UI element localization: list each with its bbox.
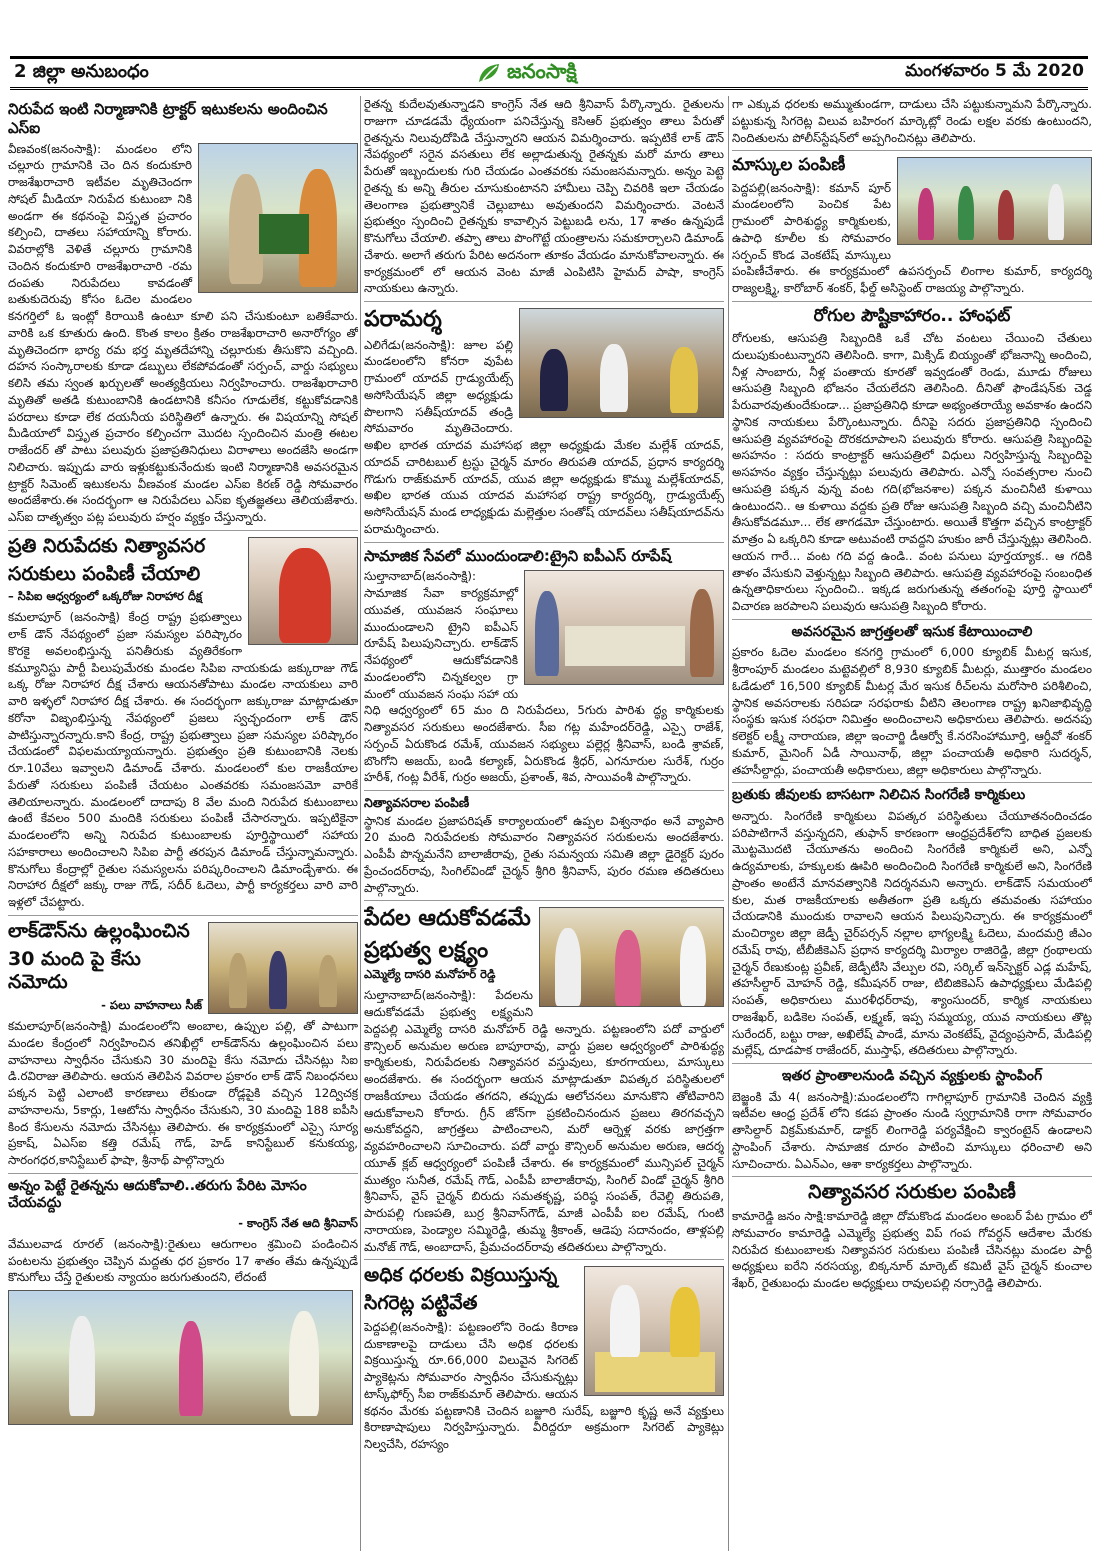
article-body: ఎలిగేడు(జనంసాక్షి): జూల పల్లి మండలంలోని కోనరా వుపేట గ్రామంలో యాదవ్ గ్రాడ్యుయేట్స్ అసోసియేషన్ జిల్లా అధ్యక్షుడు పొలగాని సతీష్‌యాదవ్ తండ్రి సోమవారం మృతిచెందారు. అఖిల భారత యాదవ మహాసభ జిల్లా అధ్యక్షుడు మేకల మల్లేశ్ యాదవ్, యాదవ్ చారిటబుల్ ట్రస్టు చైర్మన్ మారం తిరుపతి యాదవ్, ప్రధాన కార్యదర్శి గొడుగు రాజ్‌కుమార్ యాదవ్, యువ జిల్లా అధ్యక్షుడు కొమ్ము మల్లేశ్‌యాదవ్, అఖిల భారత యువ యాదవ మహాసభ రాష్ట్ర కార్యదర్శి, గ్రాడ్యుయేట్స్ అసోసియేషన్ మండ లాధ్యక్షుడు మల్లెత్తుల సంతోష్ యాదవ్‌లు సతీష్‌యాదవ్‌ను పరామర్శించారు. xyxy=(364,337,724,536)
article-headline: పేదల ఆదుకోవడమే xyxy=(364,906,531,932)
article-body: కమలాపూర్(జనంసాక్షి) మండలంలోని అంబాల, ఉప్పుల పల్లి, తో పాటుగా మండల కేంద్రంలో నిర్వహించిన తనిఖీల్లో లాక్‌డౌన్‌ను ఉల్లంఘించిన పలు వాహనాలు స్వాధీనం చేసుకుని 30 మందిపై కేసు నమోదు చేసినట్లు సిఐ డి.రవిరాజు తెలిపారు. ఆయన తెలిపిన వివరాల ప్రకారం లాక్ డౌన్ నిబంధనలు పక్కన పెట్టి ఎలాంటి కారణాలు లేకుండా రోడ్లపైకి వచ్చిన 12ద్విచక్ర వాహనాలను, 5కార్లు, 1ఆటోను స్వాధీనం చేసుకుని, 30 మందిపై 188 ఐపీసి కింద కేసులను నమోదు చేసినట్లు తెలిపారు. ఈ కార్యక్రమంలో ఎస్సై సూర్య ప్రకాష్, ఏఎస్ఐ కత్తి రమేష్ గౌడ్, హెడ్ కానిస్టేబుల్ కనుకయ్య, సారంగధర,కానిస్టేబుల్ ఫాషా, శ్రీనాథ్ పాల్గొన్నారు xyxy=(8,1019,358,1167)
article-headline: బ్రతుకు జీవులకు బాసటగా నిలిచిన సింగరేణి కార్మికులు xyxy=(732,787,1026,804)
article-body: వీణవంక(జనంసాక్షి): మండలం లోని చల్లూరు గ్రామానికి చెం దిన కందుకూరి రాజశేఖరాచారి ఇటీవల మృతిచెందగా సోషల్ మీడియా నిరుపేద కుటుంబా నికి అండగా ఈ కథనంపై విస్తృత ప్రచారం కల్పించి, దాతలు సహాయాన్ని కోరారు. వివరాల్లోకి వెళితే చల్లూరు గ్రామానికి చెందిన కందుకూరి రాజశేఖరాచారి -రమ దంపతు నిరుపేదలు కావడంతో బతుకుదెరువు కోసం ఓదెల మండలం కనగర్తిలో ఓ ఇంట్లో కిరాయికి ఉంటూ కూలి పని చేసుకుంటూ బతికేవారు. వారికి ఒక కూతురు ఉంది. కొంత కాలం క్రితం రాజశేఖరాచారి అనారోగ్యం తో మృతిచెందగా భార్య రమ భర్త మృతదేహాన్ని చల్లూరుకు తీసుకొని వచ్చింది. దహన సంస్కారాలకు కూడా డబ్బులు లేకపోవడంతో సర్పంచ్, వార్డు సభ్యులు కలిసి తమ స్వంత ఖర్చులతో అంత్యక్రియలు నిర్వహించారు. రాజశేఖరాచారి మృతితో అతడి కుటుంబానికి ఉండటానికి కనీసం గూడులేక, కట్టుకోవడానికి పరదాలు కూడా లేక దయనీయ పరిస్థితిలో ఉన్నారు. ఈ విషయాన్ని సోషల్ మీడియాలో విస్తృత ప్రచారం కల్పించగా మొదట స్పందించిన మంత్రి ఈటల రాజేందర్ తో పాటు పలువురు ప్రజాప్రతినిధులు విరాళాలు అందజేసి అండగా నిలిచారు. ఇప్పుడు వారు ఇళ్లుకట్టుకునేందుకు ఇంటి నిర్మాణానికి అవసరమైన ట్రాక్టర్ సిమెంట్ ఇటుకలను వీణవంక మండల ఎస్ఐ కిరణ్ రెడ్డి సోమవారం అందజేశారు.ఈ సందర్భంగా ఆ నిరుపేదలు ఎస్ఐ కృతజ్ఞతలు తెలియజేశారు. ఎస్ఐ దాతృత్వం పట్ల పలువురు హర్షం వ్యక్తం చేస్తున్నారు. xyxy=(8,141,358,524)
article-body: స్థానిక మండల ప్రజాపరిషత్ కార్యాలయంలో ఉప్పల విశ్వనాథం అనే వ్యాపారి 20 మంది నిరుపేదలకు సోమవారం నిత్యావసర సరుకులను అందజేశారు. ఎంపీపీ పొన్నమనేని బాలాజీరావు, రైతు సమన్వయ సమితి జిల్లా డైరెక్టర్ పురం ప్రేంచందర్‌రావు, సింగిల్‌విండో చైర్మన్ శ్రీగిరి శ్రీనివాస్, పురం రమణ తదితరులు పాల్గొన్నారు. xyxy=(364,813,724,895)
article-body: పెద్దపల్లి(జనంసాక్షి): పట్టణంలోని రెండు కిరాణ దుకాణాలపై దాడులు చేసి అధిక ధరలకు విక్రయిస్తున్న రూ.66,000 విలువైన సిగరెట్ ప్యాకెట్లను సోమవారం స్వాధీనం చేసుకున్నట్లు టాస్క్‌ఫోర్స్ సీఐ రాజ్‌కుమార్ తెలిపారు. ఆయన కథనం మేరకు పట్టణానికి చెందిన బజ్జూరి సురేష్, బజ్జూరి కృష్ణ అనే వ్యక్తులు కిరాణాషాపులు నిర్వహిస్తున్నారు. వీరిద్దరూ అక్రమంగా సిగరెట్ ప్యాకెట్లు నిల్వచేసి, రహస్యం xyxy=(364,1319,724,1452)
article-headline: నిత్యావసర సరుకుల పంపిణీ xyxy=(808,1181,1016,1204)
logo xyxy=(477,59,577,88)
article-body: పెద్దపల్లి(జనంసాక్షి): కమాన్ పూర్ మండలంలోని పెంచిక పేట గ్రామంలో పారిశుద్ధ్య కార్మికులకు, ఉపాధి కూలీల కు సోమవారం సర్పంచ్ కొండ వెంకటేష్ మాస్కులు పంపిణీచేశారు. ఈ కార్యక్రమంలో ఉపసర్పంచ్ లింగాల కుమార్, కార్యదర్శి రాజ్యలక్ష్మి, కారోబార్ శంకర్, ఫీల్డ్ అసిస్టెంట్ రాజయ్య పాల్గొన్నారు. xyxy=(732,180,1092,295)
photo-cpi-leader xyxy=(248,537,358,645)
logo-text: జనంసాక్షి xyxy=(507,58,577,83)
issue-date: మంగళవారం 5 మే 2020 xyxy=(905,61,1084,81)
article-headline: ప్రతి నిరుపేదకు నిత్యావసర xyxy=(8,534,206,557)
article-body: ప్రకారం ఓదెల మండలం కనగర్తి గ్రామంలో 6,000 క్యూబిక్ మీటర్ల ఇసుక, శ్రీరాంపూర్ మండలం మట్టెవల్లిలో 8,930 క్యూబిక్ మీటర్లు, ముత్తారం మండలం ఓడేడులో 16,500 క్యూబిక్ మీటర్ల మేర ఇసుక రీచ్‌లను మరోసారి పరిశీలించి, స్థానిక అవసరాలకు సరిపడా సరఫరాకు వీటిని తెలంగాణ రాష్ట్ర ఖనిజాభివృద్ధి సంస్థకు ఇసుక సరఫరా నిమిత్తం అందించాలని అధికారులు తెలిపారు. అదనపు కలెక్టర్ లక్ష్మీ నారాయణ, జిల్లా ఇంచార్జి డీఆర్వో కే.నరసింహామూర్తి, ఆర్డీవో శంకర్ కుమార్, మైనింగ్ ఏడీ సాయినాథ్, జిల్లా పంచాయతీ అధికారి సుదర్శన్, తహసీల్దార్లు, పంచాయతీ అధికారులు, జిల్లా అధికారులు పాల్గొన్నారు. xyxy=(732,645,1092,777)
article-headline: నిరుపేద ఇంటి నిర్మాణానికి ట్రాక్టర్ ఇటుకలను అందించిన ఎస్ఐ xyxy=(8,100,328,137)
photo-condolence-visit xyxy=(519,308,724,418)
article-body: సుల్తానాబాద్(జనంసాక్షి): సామాజిక సేవా కార్యక్రమాల్లో యువత, యువజన సంఘాలు ముందుండాలని ట్రైని ఐపీఎస్ రూపేష్ పిలుపునిచ్చారు. లాక్‌డౌన్ నేపథ్యంలో ఆదుకోవడానికి మండలంలోని చిన్నకల్వల గ్రా మంలో యువజన సంఘ సహా య నిధి ఆధ్వర్యంలో 65 మం ది నిరుపేదలు, 5గురు పారిశు ద్ధ్య కార్మికులకు నిత్యావసర సరుకులు అందజేశారు. సీఐ గట్ల మహేందర్‌రెడ్డి, ఎస్సై రాజేశ్, సర్పంచ్ ఏరుకొండ రమేశ్, యువజన సభ్యులు పల్లెర్ల శ్రీనివాస్, బండి శ్రావణ్, బొంగోని అజయ్, బండి కల్యాణ్, ఏరుకొండ శ్రీధర్, ఎగనూరుల సురేశ్, గుర్రం హరీశ్, గంట్ల వీరేశ్, గుర్రం అజయ్, ప్రశాంత్, శివ, సాయివంశీ పాల్గొన్నారు. xyxy=(364,569,724,785)
column-3 xyxy=(732,96,1092,1551)
article-headline: అన్నం పెట్టే రైతన్నను ఆదుకోవాలి..తరుగు పేరిట మోసం చేయవద్దు xyxy=(8,1177,307,1212)
masthead xyxy=(10,56,1088,90)
photo-police-checkpoint xyxy=(208,922,358,1014)
article-body: రోగులకు, ఆసుపత్రి సిబ్బందికి ఒకే చోట వంటలు చేయించి చేతులు దులుపుకుంటున్నారని తెలిసింది. కాగా, మిక్సిడ్ బియ్యంతో భోజనాన్ని అందించి, నీళ్ల సాంబారు, నీళ్ల పంతాయ కూరతో ఇవ్వడంతో రెండు, మూడు రోజులు ఆసుపత్రి సిబ్బంది భోజనం చేయలేదని తెలిసింది. దీనితో ఫౌండేషన్‌కు చెడ్డ పేరువారవుతుందేకుండా... ప్రజాప్రతినిధి కూడా అభ్యంతరాయ్యే అవకాశం ఉందని స్థానిక నాయకులు పేర్కొంటున్నారు. దీనిపై సదరు ప్రజాప్రతినిధి స్పందించి ఆసుపత్రి వ్యవహారంపై దొరకదూపాలని పలువురు కోరారు. ఆసుపత్రి సిబ్బందిపై అసహనం : సదరు కాంట్రాక్టర్ ఆసుపత్రిలో విధులు నిర్వహిస్తున్న సిబ్బందిపై అసహనం వ్యక్తం చేస్తున్నట్లు పలువురు తెలిపారు. ఎన్నో సంవత్సరాల నుంచి ఆసుపత్రి పక్కన వున్న వంట గది(భోజనశాల) పక్కన మంచినీటి కుళాయి ఉంటుందని.. ఆ కుళాయి వద్దకు ప్రతి రోజు ఆసుపత్రి సిబ్బంది వచ్చి మంచినీటిని తీసుకోవడమూ... లేక తాగడమో చేస్తుంటారు. అయితే కొత్తగా వచ్చిన కాంట్రాక్టర్ మాత్రం ఏ ఒక్కరిని కూడా అటువంటి రావద్దని హుకుం జారీ చేస్తున్నట్లు తెలిసింది. ఆయన గారే... వంట గది వద్ద ఉండి.. వంట పనులు పూర్తయ్యాక.. ఆ గదికి తాళం వేసుకుని వెళ్తున్నట్లు సిబ్బంది తెలిపారు. ఆసుపత్రి వ్యవహారంపై సంబంధిత ఉన్నతాధికారులు స్పందించి.. ఇక్కడ జరుగుతున్న తతంగంపై పూర్తి స్థాయిలో విచారణ జరపాలని పలువురు ఆసుపత్రి సిబ్బంది కోరారు. xyxy=(732,331,1092,613)
photo-farmers-grain xyxy=(8,1290,353,1425)
article-byline: – సిపిఐ ఆధ్వర్యంలో ఒక్కరోజు నిరాహార దీక్ష xyxy=(8,589,203,604)
article-byline: - పలు వాహనాలు సీజ్ xyxy=(101,998,202,1012)
article-headline: ఇతర ప్రాంతాలనుండి వచ్చిన వ్యక్తులకు స్టాంపింగ్ xyxy=(781,1068,1043,1084)
photo-police-tractor xyxy=(198,143,358,293)
article-body: అన్నారు. సింగరేణి కార్మికులు విపత్కర పరిస్థితులు చేయూతనందించడం పరిపాటిగానే వస్తున్నదని, తుఫాన్ కారణంగా ఆంధ్రప్రదేశ్‌లోని బాధిత ప్రజలకు మొట్టమొదటి చేయూతను అందించి సింగరేణి కార్మికులే అని, ఎన్నో ఉద్యమాలకు, హక్కులకు ఊపిరి అందించింది సింగరేణి కార్మికులే అని, సింగరేణి ప్రాంతం అంటేనే మానవత్వానికి నిదర్శనమని అన్నారు. లాక్‌డౌన్ సమయంలో కుల, మత రాజకీయాలకు అతీతంగా ప్రతి ఒక్కరు తమవంతు సహాయం చేయడానికి ముందుకు రావాలని ఆయన పిలుపునిచ్చారు. ఈ కార్యక్రమంలో మంచిర్యాల జిల్లా జెడ్పీ చైర్‌పర్సన్ నల్లాల భాగ్యలక్ష్మి ఓదెలు, మందమర్రి జీఎం రమేష్ రావు, టీబీజీకెఎస్ ప్రధాన కార్యదర్శి మిర్యాల రాజిరెడ్డి, జిల్లా గ్రంథాలయ చైర్మన్ రేణుకుంట్ల ప్రవీణ్, జెడ్పీటీసి వేల్పుల రవి, సర్కిల్ ఇన్‌స్పెక్టర్ ఎడ్ల మహేష్, తహసీల్దార్ మోహన్ రెడ్డి, కమీషనర్ రాజు, టిబిజికెఎస్ ఉపాధ్యక్షులు మేడిపల్లి సంపత్, అధికారులు మురళీధర్‌రావు, శ్యాంసుందర్, కార్మిక నాయకులు రాజశేఖర్, బడికెల సంపత్, లక్ష్మణ్, ఇప్ప సమ్మయ్య, యువ నాయకులు తొట్ల సురేందర్, బట్టు రాజు, అఖిలేష్ పాండే, మాను వెంకటేష్, వైద్యంప్రసాద్, మేడిపల్లి మల్లేష్, దూడపాక రాజేందర్, ముస్తాఫ్, తదితరులు పాల్గొన్నారు. xyxy=(732,808,1092,1058)
photo-ips-distribution xyxy=(524,570,724,685)
article-headline: రోగుల పౌష్టికాహారం.. హాంఫట్ xyxy=(813,305,1011,326)
column-rule xyxy=(360,96,361,1551)
article-headline: సామాజిక సేవలో ముందుండాలి:ట్రైని ఐపీఎస్ రూపేష్ xyxy=(364,546,672,565)
article-byline: - కాంగ్రెస్ నేత ఆది శ్రీనివాస్ xyxy=(238,1215,358,1230)
article-headline: సరుకులు పంపిణీ చేయాలి xyxy=(8,562,201,585)
photo-mask-distribution xyxy=(897,157,1092,245)
article-body: రైతన్న కుదేలవుతున్నాడని కాంగ్రెస్ నేత ఆది శ్రీనివాస్ పేర్కొన్నారు. రైతులను రాజుగా చూడడమే ధ్యేయంగా పనిచేస్తున్న కెసిఆర్ ప్రభుత్వం తాలు పేరుతో రైతన్నను నిలువుదోపిడి చేస్తున్నారని ఆయన విమర్శించారు. ఇప్పటికే లాక్ డౌన్ నేపథ్యంలో సరైన వసతులు లేక అల్లాడుతున్న రైతన్నకు మరో మారు తాలు పేరుతో ఇబ్బందులకు గురి చేయడం ఎంతవరకు సమంజసమన్నారు. అన్నం పెట్టె రైతన్న కు అన్ని తీరుల చూసుకుంటానని హామీలు చెప్పి చివరికి ఇలా చేయడం తెలంగాణ ప్రభుత్వానికే చెల్లుబాటు అవుతుందని విమర్శించారు. వెంటనే ప్రభుత్వం స్పందించి రైతన్నకు కావాల్సిన పెట్టుబడి లను, 17 శాతం ఉన్నపుడే కొనుగోలు చేయాలి. తప్పా తాలు పొంగొట్టే యంత్రాలను సమకూర్చాలని డిమాండ్ చేశారు. అలాగే తరుగు పేరిట అదనంగా తూకం వేయడం మానుకోవాలన్నారు. ఈ కార్యక్రమంలో లో ఆయన వెంట మాజీ ఎంపిటిసి హైమద్ పాషా, కాంగ్రెస్ నాయకులు ఉన్నారు. xyxy=(364,97,724,296)
article-headline: మాస్కుల పంపిణీ xyxy=(732,155,846,176)
page-label: 2 జిల్లా అనుబంధం xyxy=(14,60,149,82)
article-headline: అధిక ధరలకు విక్రయిస్తున్న xyxy=(364,1264,558,1287)
article-body: వేములవాడ రూరల్ (జనంసాక్షి):రైతులు ఆరుగాలం శ్రమించి పండించిన పంటలను ప్రభుత్వం చెప్పిన మద్దతు ధర ప్రకారం 17 శాతం తేమ ఉన్నప్పుడే కొనుగోలు చేస్తే రైతులకు న్యాయం జరుగుతుందని, లేదంటే xyxy=(8,1236,358,1285)
article-headline: ప్రభుత్వ లక్ష్యం xyxy=(364,937,489,963)
article-headline: నిత్యావసరాల పంపిణీ xyxy=(364,795,470,810)
article-body: కమలాపూర్ (జనంసాక్షి) కేంద్ర రాష్ట్ర ప్రభుత్వాలు లాక్ డౌన్ నేపథ్యంలో ప్రజా సమస్యల పరిష్కారం కొరకై అవలంభిస్తున్న పనితీరుకు వ్యతిరేకంగా కమ్యూనిస్టు పార్టీ పిలుపుమేరకు మండల సిపిఐ నాయకుడు జక్కురాజు గౌడ్ ఒక్క రోజు నిరాహార దీక్ష చేశారు ఆయనతోపాటు మండల నాయకులు వారి వారి ఇళ్ళలో నిరాహార దీక్ష చేశారు. ఈ సందర్భంగా జక్కురాజు మాట్లాడుతూ కరోనా విజృంభిస్తున్న నేపథ్యంలో ప్రజలు స్వచ్ఛందంగా లాక్ డౌన్ పాటిస్తున్నారన్నారు.కాని కేంద్ర, రాష్ట్ర ప్రభుత్వాలు ప్రజా సమస్యల పరిష్కారం చేయడంలో విఫలమయ్యాయన్నారు. ప్రభుత్వం ప్రతి కుటుంబానికి నెలకు రూ.10వేలు ఇవ్వాలని డిమాండ్ చేశారు. మండలంలో కుల రాజకీయాల పేరుతో సరుకులు పంపిణీ చేయటం ఎంతవరకు సమంజసమో వారికే తెలియాలన్నారు. మండలంలో దాదాపు 8 వేల మంది నిరుపేద కుటుంబాలు ఉంటే కేవలం 500 మందికి సరుకులు పంపిణీ చేసారన్నారు. ఇప్పటికైనా మండలంలోని అన్ని నిరుపేద కుటుంబాలకు పూర్తిస్థాయిలో సహాయ సహకారాలు అందించాలని సిపిఐ పార్టీ తరపున డిమాండ్ చేస్తున్నామన్నారు. కొనుగోలు కేంద్రాల్లో రైతుల సమస్యలను పరిష్కరించాలని డిమాండ్చేశారు. ఈ నిరాహార దీక్షలో జక్కు రాజు గౌడ్, సదీర్ ఓదెలు, పార్టీ కార్యకర్తలు వారి వారి ఇళ్లలో చేపట్టారు. xyxy=(8,610,358,909)
article-headline: లాక్‌డౌన్‌ను ఉల్లంఘించిన xyxy=(8,919,190,942)
article-headline: సిగరెట్ల పట్టివేత xyxy=(364,1292,478,1315)
photo-cigarette-seizure xyxy=(584,1266,724,1396)
article-headline: అవసరమైన జాగ్రత్తలతో ఇసుక కేటాయించాలి xyxy=(791,623,1033,640)
column-1 xyxy=(8,96,358,1551)
article-body: గా ఎక్కువ ధరలకు అమ్ముతుండగా, దాడులు చేసి పట్టుకున్నామని పేర్కొన్నారు. పట్టుకున్న సిగరెట్ల విలువ బహిరంగ మార్కెట్లో రెండు లక్షల వరకు ఉంటుందని, నిందితులను పోలీస్‌స్టేషన్‌లో అప్పగించినట్లు తెలిపారు. xyxy=(732,97,1092,145)
column-2 xyxy=(364,96,724,1551)
article-headline: పరామర్శ xyxy=(364,307,442,332)
article-body: కామారెడ్డి జనం సాక్షి:కామారెడ్డి జిల్లా దోమకొండ మండలం అంబర్ పేట గ్రామం లో సోమవారం కామారెడ్డి ఎమ్మెల్యే ప్రభుత్వ విప్ గంప గోవర్ధన్ ఆదేశాల మేరకు నిరుపేద కుటుంబాలకు నిత్యావసర సరుకులు పంపిణీ చేసినట్లు మండల పార్టీ అధ్యక్షులు ఐరేని నరసయ్య, బిక్కనూర్ మార్కెట్ కమిటీ వైస్ చైర్మన్ కుంచాల శేఖర్, రైతుబంధు మండల అధ్యక్షులు రావులపల్లి నర్సారెడ్డి తెలిపారు. xyxy=(732,1209,1092,1290)
photo-mla-distribution xyxy=(539,907,724,1007)
article-body: బెజ్జంకి మే 4( జనంసాక్షి):మండలంలోని గాగిల్లాపూర్ గ్రామానికి చెందిన వ్యక్తి ఇటీవల ఆంధ్ర ప్రదేశ్ లోని కడప ప్రాంతం నుండి స్వగ్రామానికి రాగా సోమవారం తాసిల్దార్ విక్రమ్‌కుమార్, డాక్టర్ లింగారెడ్డి పర్యవేక్షించి క్వారంటైన్ ఉండాలని స్టాంపింగ్ చేశారు. సామాజిక దూరం పాటించి మాస్కులు ధరించాలి అని సూచించారు. ఏఎన్ఎం, ఆశా కార్యకర్తలు పాల్గొన్నారు. xyxy=(732,1089,1092,1171)
article-headline: 30 మంది పై కేసు నమోదు xyxy=(8,947,141,994)
column-rule xyxy=(728,96,729,1551)
logo-leaf-icon xyxy=(477,62,503,84)
article-byline: ఎమ్మెల్యే దాసరి మనోహర్ రెడ్డి xyxy=(364,967,496,982)
article-body: సుల్తానాబాద్(జనంసాక్షి): పేదలను ఆదుకోవడమే ప్రభుత్వ లక్ష్యమని పెద్దపల్లి ఎమ్మెల్యే దాసరి మనోహర్ రెడ్డి అన్నారు. పట్టణంలోని పదో వార్డులో కౌన్సిలర్ అనుమల అరుణ బాపూరావు, వార్డు ప్రజల ఆధ్వర్యంలో పారిశుద్ధ్య కార్మికులకు, నిరుపేదలకు నిత్యావసర వస్తువులు, కూరగాయలు, మాస్కులు అందజేశారు. ఈ సందర్భంగా ఆయన మాట్లాడుతూ విపత్కర పరిస్థితులలో రాజకీయాలు చేయడం తగదని, తప్పుడు ఆలోచనలు మానుకొని తోటివారిని ఆదుకోవాలని కోరారు. గ్రీన్ జోన్‌గా ప్రకటించినందున ప్రజలు తిరగవచ్చని అనుకోవద్దని, జాగ్రత్తలు పాటించాలని, మరో ఆర్నెళ్ల వరకు జాగ్రత్తగా వ్యవహరించాలని సూచించారు. పదో వార్డు కౌన్సిలర్ అనుమల అరుణ, ఆదర్శ యూత్ క్లబ్ ఆధ్వర్యంలో పంపిణీ చేశారు. ఈ కార్యక్రమంలో మున్సిపల్ చైర్మన్ ముత్యం సునీత, రమేష్ గౌడ్, ఎంపీపీ బాలాజీరావు, సింగిల్ విండో చైర్మన్ శ్రీగిరి శ్రీనివాస్, వైస్ చైర్మన్ బిరుదు సమతకృష్ణ, పరిష్ఠ సంపత్, రేవెల్లి తిరుపతి, పారుపల్లి గుణపతి, బుర్ర శ్రీనివాస్‌గౌడ్, మాజీ ఎంపీపీ ఐల రమేష్, గుంటి నారాయణ, పెండ్యాల సమ్మిరెడ్డి, తుమ్మ శ్రీకాంత్, ఆడెపు సదానందం, తాళ్లపల్లి మనోజ్ గౌడ్, అంబాదాస్, ప్రేమచందర్‌రావు తదితరులు పాల్గొన్నారు. xyxy=(364,988,724,1254)
